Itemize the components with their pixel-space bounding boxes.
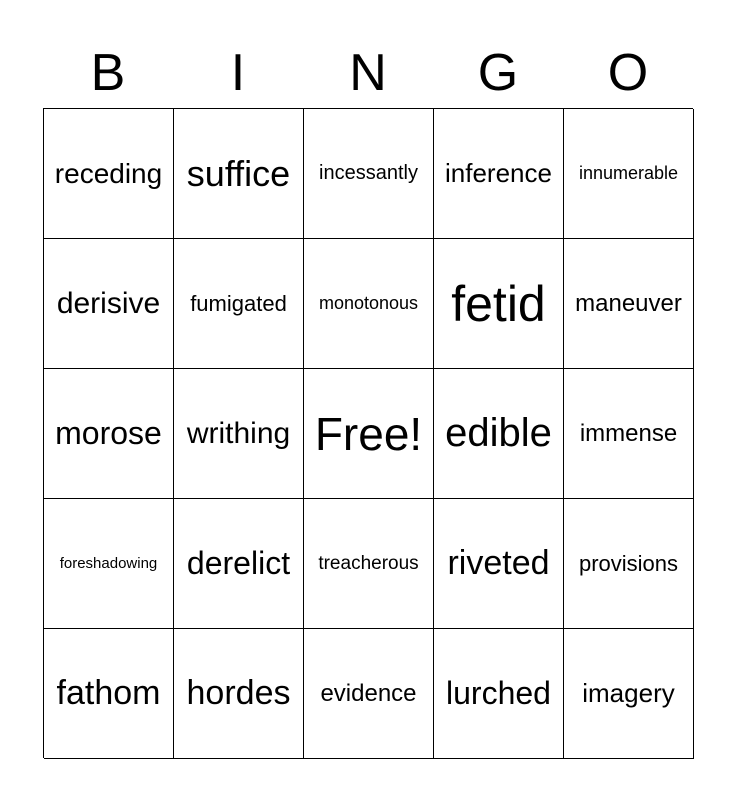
free-space-cell[interactable]: Free!	[304, 369, 434, 499]
header-letter-n: N	[349, 44, 387, 102]
bingo-cell[interactable]: maneuver	[564, 239, 694, 369]
header-letter-b: B	[90, 44, 126, 102]
bingo-cell[interactable]: hordes	[174, 629, 304, 759]
bingo-cell[interactable]: fumigated	[174, 239, 304, 369]
bingo-cell[interactable]: immense	[564, 369, 694, 499]
bingo-cell[interactable]: fetid	[434, 239, 564, 369]
bingo-cell[interactable]: morose	[44, 369, 174, 499]
bingo-cell[interactable]: derisive	[44, 239, 174, 369]
bingo-cell[interactable]: monotonous	[304, 239, 434, 369]
bingo-cell[interactable]: inference	[434, 109, 564, 239]
bingo-cell[interactable]: writhing	[174, 369, 304, 499]
bingo-cell[interactable]: riveted	[434, 499, 564, 629]
header-letter-g: G	[477, 44, 519, 102]
bingo-cell[interactable]: fathom	[44, 629, 174, 759]
bingo-cell[interactable]: innumerable	[564, 109, 694, 239]
bingo-cell[interactable]: edible	[434, 369, 564, 499]
bingo-cell[interactable]: incessantly	[304, 109, 434, 239]
bingo-cell[interactable]: treacherous	[304, 499, 434, 629]
bingo-cell[interactable]: suffice	[174, 109, 304, 239]
header-letter-o: O	[607, 44, 649, 102]
bingo-cell[interactable]: imagery	[564, 629, 694, 759]
bingo-grid	[43, 108, 693, 758]
bingo-cell[interactable]: evidence	[304, 629, 434, 759]
bingo-cell[interactable]: provisions	[564, 499, 694, 629]
bingo-cell[interactable]: receding	[44, 109, 174, 239]
header-letter-i: I	[230, 44, 246, 102]
bingo-cell[interactable]: lurched	[434, 629, 564, 759]
bingo-header	[43, 40, 693, 106]
bingo-cell[interactable]: foreshadowing	[44, 499, 174, 629]
bingo-cell[interactable]: derelict	[174, 499, 304, 629]
